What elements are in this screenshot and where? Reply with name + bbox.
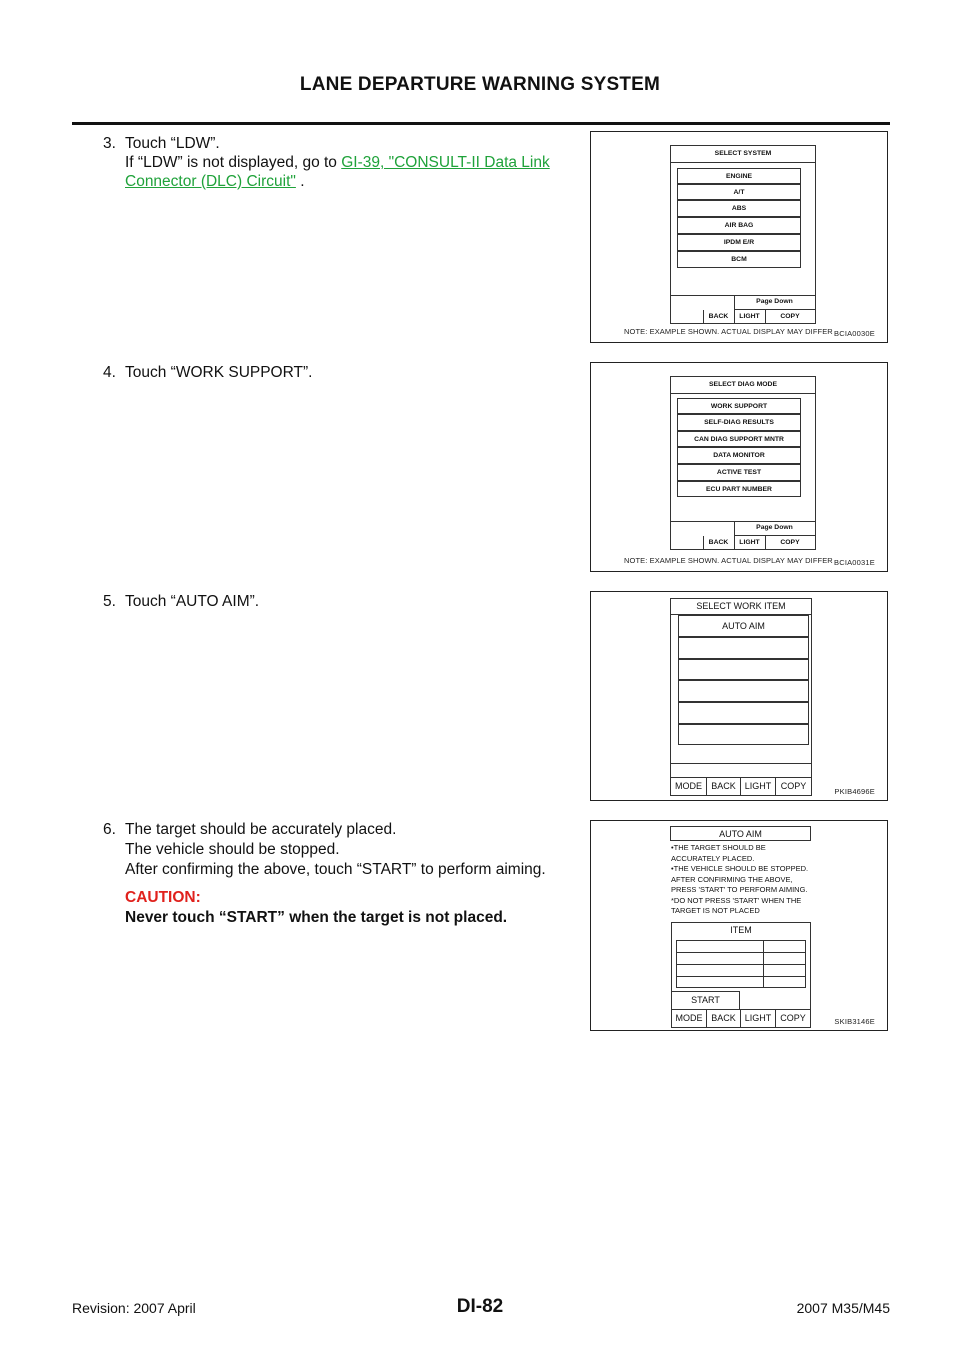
menu-item-data-monitor[interactable]: DATA MONITOR [677,447,801,464]
screen-title: SELECT SYSTEM [671,146,815,163]
menu-item-engine[interactable]: ENGINE [677,168,801,184]
instruction-list [671,843,831,917]
menu-item-can-diag[interactable]: CAN DIAG SUPPORT MNTR [677,431,801,447]
menu-item-at[interactable]: A/T [677,184,801,200]
menu-item-air-bag[interactable]: AIR BAG [677,217,801,234]
consult-screen [670,145,816,324]
back-button[interactable]: BACK [708,539,729,546]
divider [676,952,806,953]
screen-title: AUTO AIM [670,826,811,841]
step-text: Touch “AUTO AIM”. [125,593,260,610]
instruction-line: PRESS 'START' TO PERFORM AIMING. [671,885,808,894]
light-button[interactable]: LIGHT [734,310,766,323]
item-label: ITEM [730,925,752,935]
footer-revision: Revision: 2007 April [72,1300,196,1316]
menu-item-empty[interactable] [678,680,809,702]
figure-select-diag-mode [590,362,888,572]
link-dlc-circuit[interactable]: Connector (DLC) Circuit" [125,173,296,190]
figure-note: NOTE: EXAMPLE SHOWN. ACTUAL DISPLAY MAY DIFFER [624,327,833,336]
step-number: 5. [103,593,116,610]
consult-screen [671,922,811,1028]
figure-select-system [590,131,888,343]
light-button[interactable]: LIGHT [734,536,766,549]
page-number: DI-82 [456,1296,504,1317]
instruction-line: •THE VEHICLE SHOULD BE STOPPED. [671,864,809,873]
copy-button[interactable]: COPY [776,777,811,795]
page-title: LANE DEPARTURE WARNING SYSTEM [299,74,661,95]
consult-screen [670,376,816,550]
step-6 [103,820,583,928]
instruction-line: •THE TARGET SHOULD BE [671,843,766,852]
instruction-line: ACCURATELY PLACED. [671,853,755,863]
menu-item-empty[interactable] [678,659,809,680]
back-button[interactable]: BACK [707,777,741,795]
back-button[interactable]: BACK [707,1010,741,1027]
screen-title: SELECT WORK ITEM [671,599,811,615]
menu-item-auto-aim[interactable]: AUTO AIM [678,615,809,637]
step-4 [103,363,312,382]
caution-text: Never touch “START” when the target is not placed. [125,909,508,926]
copy-button[interactable]: COPY [780,313,800,320]
start-button[interactable]: START [672,991,740,1009]
step-text: Touch “LDW”. [125,135,220,152]
page-down-button[interactable]: Page Down [734,295,815,310]
figure-select-work-item [590,591,888,801]
menu-item-empty[interactable] [678,724,809,745]
divider [671,763,811,764]
step-text: If “LDW” is not displayed, go to [125,154,342,171]
menu-item-work-support[interactable]: WORK SUPPORT [677,398,801,414]
copy-button[interactable]: COPY [780,1013,806,1023]
step-text: After confirming the above, touch “START” to perform aiming. [125,861,546,878]
instruction-line: *DO NOT PRESS 'START' WHEN THE [671,895,802,905]
header-rule [72,122,890,125]
step-text: The target should be accurately placed. [125,821,397,838]
menu-item-active-test[interactable]: ACTIVE TEST [677,464,801,481]
step-text: Touch “WORK SUPPORT”. [125,364,313,381]
light-button[interactable]: LIGHT [741,777,776,795]
screen-title: SELECT DIAG MODE [671,377,815,394]
menu-item-self-diag[interactable]: SELF-DIAG RESULTS [677,414,801,431]
mode-button[interactable]: MODE [672,1010,707,1027]
instruction-line: TARGET IS NOT PLACED [671,906,760,915]
divider [676,964,806,965]
figure-code: BCIA0031E [834,558,875,567]
link-gi39[interactable]: GI-39, "CONSULT-II Data Link [341,154,550,171]
instruction-line: AFTER CONFIRMING THE ABOVE, [671,874,793,884]
divider [763,940,764,988]
step-3 [103,134,583,191]
caution-label: CAUTION: [125,889,201,906]
menu-item-ecu-part[interactable]: ECU PART NUMBER [677,481,801,497]
divider [676,976,806,977]
menu-item-empty[interactable] [678,702,809,724]
back-button[interactable]: BACK [708,313,729,320]
menu-item-abs[interactable]: ABS [677,200,801,217]
light-button[interactable]: LIGHT [741,1010,776,1027]
step-number: 3. [103,135,116,152]
figure-code: BCIA0030E [834,329,875,338]
figure-note: NOTE: EXAMPLE SHOWN. ACTUAL DISPLAY MAY DIFFER [624,556,833,565]
footer-model: 2007 M35/M45 [796,1300,890,1316]
step-number: 4. [103,364,116,381]
figure-code: PKIB4696E [834,787,875,796]
step-text: The vehicle should be stopped. [125,841,340,858]
step-5 [103,592,259,611]
figure-code: SKIB3146E [834,1017,875,1026]
menu-item-ipdm[interactable]: IPDM E/R [677,234,801,251]
menu-item-bcm[interactable]: BCM [677,251,801,268]
mode-button[interactable]: MODE [671,777,707,795]
consult-screen [670,598,812,796]
copy-button[interactable]: COPY [780,539,800,546]
menu-item-empty[interactable] [678,637,809,659]
step-number: 6. [103,821,116,838]
step-text: . [295,173,305,190]
page-down-button[interactable]: Page Down [734,521,815,536]
figure-auto-aim [590,820,888,1031]
